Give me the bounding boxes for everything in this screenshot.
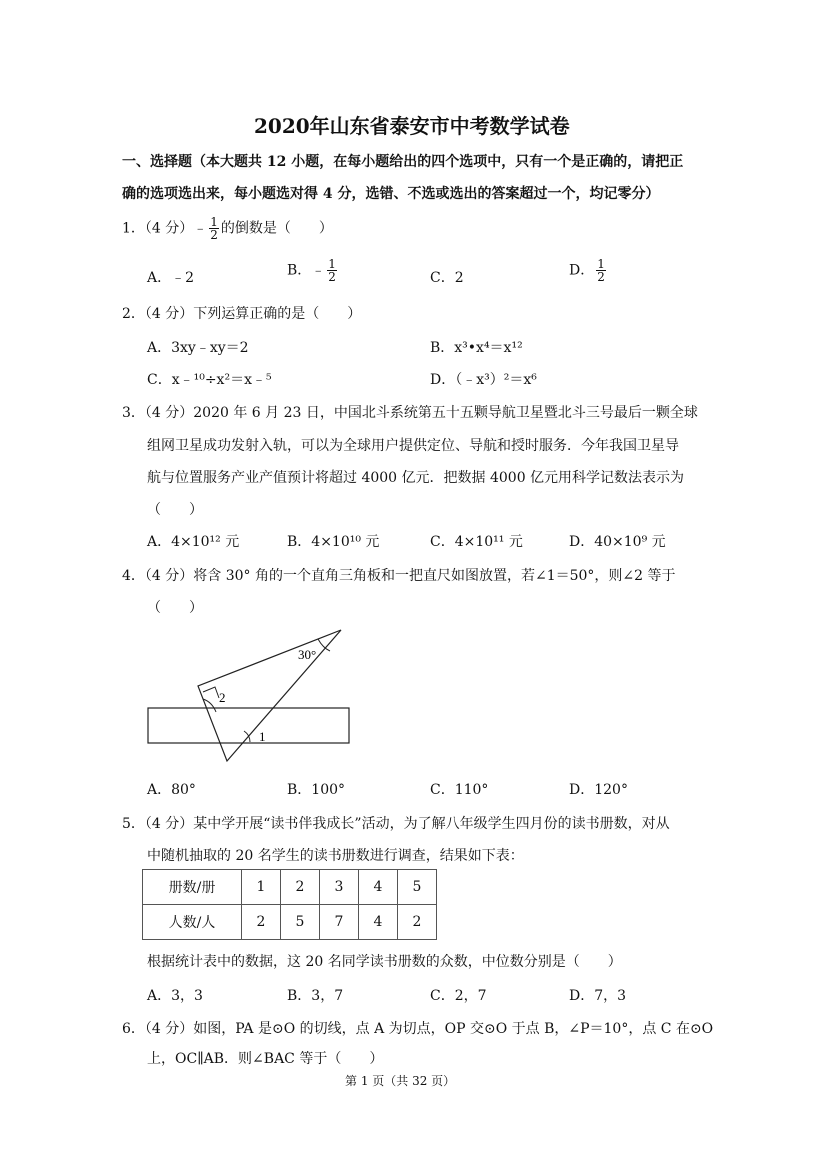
question-1-stem	[122, 216, 333, 241]
page-footer: 第 1 页（共 32 页）	[345, 1074, 456, 1088]
q1-fraction	[209, 216, 219, 241]
q1-option-b-neg: ﹣	[311, 262, 326, 279]
table-row	[143, 905, 437, 940]
table-cell: 册数/册	[143, 870, 242, 905]
q1-option-d-fraction	[596, 258, 606, 283]
question-4-line1: 4．（4 分）将含 30° 角的一个直角三角板和一把直尺如图放置，若∠1＝50°，则∠2 等于	[122, 568, 676, 584]
section-heading-line2: 确的选项选出来，每小题选对得 4 分，选错、不选或选出的答案超过一个，均记零分）	[122, 186, 660, 202]
page-title: 2020年山东省泰安市中考数学试卷	[254, 114, 570, 138]
q5-option-d: D．7，3	[569, 988, 627, 1004]
section-heading-line1: 一、选择题（本大题共 12 小题，在每小题给出的四个选项中，只有一个是正确的，请把正	[122, 154, 684, 170]
table-cell: 5	[398, 870, 437, 905]
question-4-line2: （ ）	[147, 600, 203, 616]
question-6-line2: 上，OC∥AB．则∠BAC 等于（ ）	[147, 1051, 384, 1067]
q1-option-c: C．2	[430, 270, 464, 286]
q2-option-c: C．x﹣¹⁰÷x²＝x﹣⁵	[147, 372, 272, 388]
q4-option-c: C．110°	[430, 782, 489, 798]
q1-optd-num: 1	[597, 257, 605, 271]
triangle-set-square	[198, 630, 341, 761]
ruler-rect	[148, 708, 349, 743]
q2-option-d: D．（﹣x³）²＝x⁶	[430, 372, 537, 388]
table-cell: 2	[398, 905, 437, 940]
table-cell: 5	[281, 905, 320, 940]
table-cell: 7	[320, 905, 359, 940]
question-3-line1: 3．（4 分）2020 年 6 月 23 日，中国北斗系统第五十五颗导航卫星暨北斗三号最后一颗全球	[122, 405, 698, 421]
question-3-line4: （ ）	[147, 502, 203, 518]
q5-option-c: C．2，7	[430, 988, 487, 1004]
q3-option-b: B．4×10¹⁰ 元	[287, 534, 380, 550]
table-cell: 2	[242, 905, 281, 940]
q1-optd-den: 2	[597, 270, 605, 284]
question-5-line2: 中随机抽取的 20 名学生的读书册数进行调查，结果如下表：	[147, 848, 524, 864]
q5-option-b: B．3，7	[287, 988, 344, 1004]
right-angle-mark	[203, 687, 219, 698]
q3-option-d: D．40×10⁹ 元	[569, 534, 666, 550]
q2-option-b: B．x³•x⁴＝x¹²	[430, 340, 523, 356]
table-row	[143, 870, 437, 905]
angle-30-arc	[318, 639, 330, 651]
q4-option-d: D．120°	[569, 782, 628, 798]
table-cell: 3	[320, 870, 359, 905]
fig-label-30: 30°	[298, 647, 317, 662]
angle-1-arc	[244, 731, 250, 742]
q1-frac-num: 1	[210, 215, 218, 229]
fig-label-2: 2	[219, 690, 226, 705]
q1-optb-num: 1	[328, 257, 336, 271]
q4-option-a: A．80°	[147, 782, 196, 798]
question-5-line3: 根据统计表中的数据，这 20 名同学读书册数的众数，中位数分别是（ ）	[147, 954, 622, 970]
q1-option-b	[287, 258, 339, 283]
q3-option-a: A．4×10¹² 元	[147, 534, 240, 550]
q4-option-b: B．100°	[287, 782, 346, 798]
table-cell: 4	[359, 870, 398, 905]
q1-option-b-fraction	[327, 258, 337, 283]
table-cell: 2	[281, 870, 320, 905]
q1-neg: ﹣	[193, 220, 208, 237]
q1-suffix: 的倒数是（ ）	[220, 220, 333, 237]
q5-option-a: A．3，3	[147, 988, 203, 1004]
q1-frac-den: 2	[210, 228, 218, 242]
question-3-line2: 组网卫星成功发射入轨，可以为全球用户提供定位、导航和授时服务．今年我国卫星导	[147, 438, 679, 454]
question-5-line1: 5．（4 分）某中学开展“读书伴我成长”活动，为了解八年级学生四月份的读书册数，对从	[122, 816, 670, 832]
q1-optb-den: 2	[328, 270, 336, 284]
question-6-line1: 6．（4 分）如图，PA 是⊙O 的切线，点 A 为切点，OP 交⊙O 于点 B，∠P＝10°，点 C 在⊙O	[122, 1021, 714, 1037]
reading-stats-table	[142, 869, 437, 940]
q1-option-a: A．﹣2	[147, 270, 195, 286]
q2-option-a: A．3xy﹣xy＝2	[147, 340, 249, 356]
table-cell: 1	[242, 870, 281, 905]
table-cell: 人数/人	[143, 905, 242, 940]
q1-option-d	[569, 258, 608, 283]
q1-prefix: 1．（4 分）	[122, 220, 194, 237]
fig-label-1: 1	[259, 729, 266, 744]
q3-option-c: C．4×10¹¹ 元	[430, 534, 523, 550]
q1-option-b-label: B．	[287, 262, 312, 279]
angle-2-arc	[203, 699, 216, 712]
q1-option-d-label: D．	[569, 262, 595, 279]
table-cell: 4	[359, 905, 398, 940]
question-3-line3: 航与位置服务产业产值预计将超过 4000 亿元．把数据 4000 亿元用科学记数法表示为	[147, 470, 685, 486]
question-2-stem: 2．（4 分）下列运算正确的是（ ）	[122, 306, 362, 322]
